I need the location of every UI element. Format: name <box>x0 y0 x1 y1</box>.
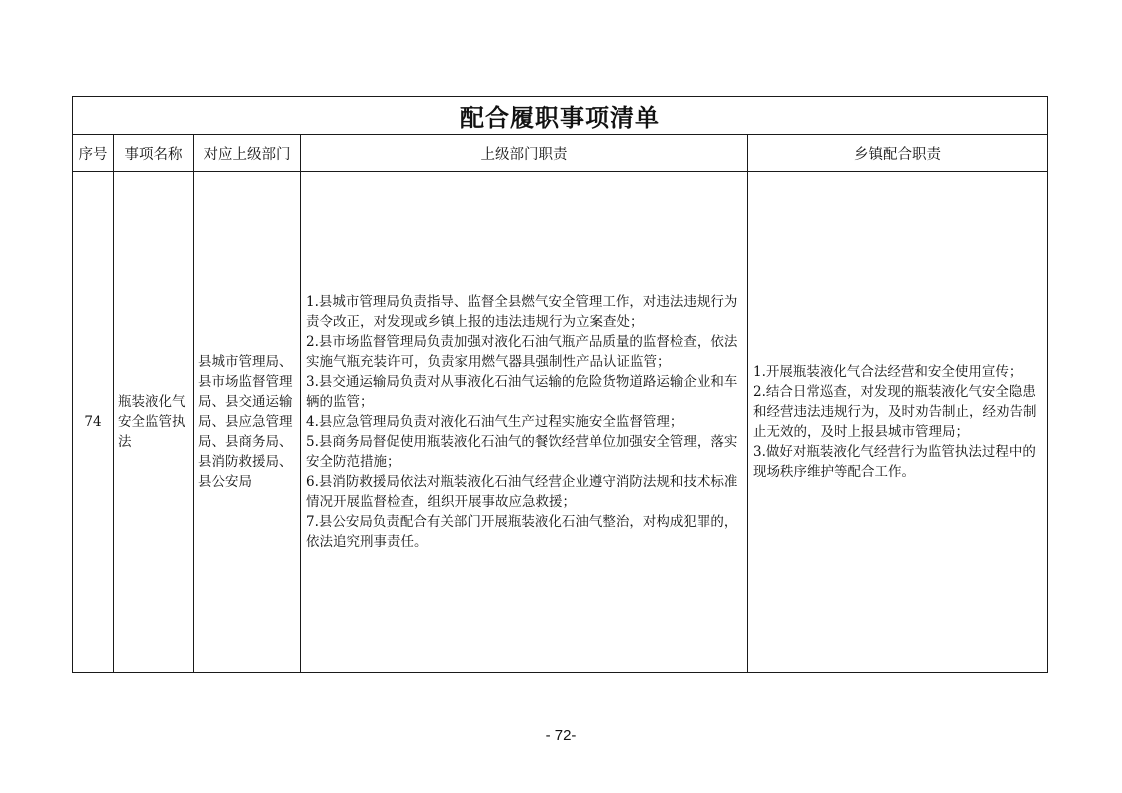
upper-duty-item: 4.县应急管理局负责对液化石油气生产过程实施安全监督管理； <box>306 414 684 430</box>
row-seq: 74 <box>73 172 114 673</box>
row-item-name: 瓶装液化气安全监管执法 <box>118 394 186 450</box>
upper-duty-item: 3.县交通运输局负责对从事液化石油气运输的危险货物道路运输企业和车辆的监管； <box>306 374 738 410</box>
header-seq: 序号 <box>73 135 114 172</box>
row-upper-duties-cell <box>301 172 748 673</box>
row-town-duties-cell <box>748 172 1048 673</box>
header-upper-duties: 上级部门职责 <box>301 135 748 172</box>
header-department: 对应上级部门 <box>194 135 301 172</box>
upper-duty-item: 2.县市场监督管理局负责加强对液化石油气瓶产品质量的监督检查，依法实施气瓶充装许可，负责家用燃气器具强制性产品认证监管； <box>306 334 738 370</box>
upper-duty-item: 5.县商务局督促使用瓶装液化石油气的餐饮经营单位加强安全管理，落实安全防范措施； <box>306 434 738 470</box>
table-row <box>73 172 1048 673</box>
header-town-duties: 乡镇配合职责 <box>748 135 1048 172</box>
town-duty-item: 1.开展瓶装液化气合法经营和安全使用宣传； <box>753 364 1023 380</box>
row-department-cell <box>194 172 301 673</box>
upper-duty-item: 7.县公安局负责配合有关部门开展瓶装液化石油气整治，对构成犯罪的，依法追究刑事责任。 <box>306 514 738 550</box>
row-item-name-cell <box>114 172 194 673</box>
town-duty-item: 3.做好对瓶装液化气经营行为监管执法过程中的现场秩序维护等配合工作。 <box>753 444 1036 480</box>
row-department: 县城市管理局、县市场监督管理局、县交通运输局、县应急管理局、县商务局、县消防救援局、县公安局 <box>198 354 293 490</box>
upper-duty-item: 1.县城市管理局负责指导、监督全县燃气安全管理工作，对违法违规行为责令改正，对发现或乡镇上报的违法违规行为立案查处； <box>306 294 738 330</box>
header-item-name: 事项名称 <box>114 135 194 172</box>
duty-list-table <box>72 96 1048 673</box>
table-title: 配合履职事项清单 <box>73 97 1048 135</box>
town-duty-item: 2.结合日常巡查，对发现的瓶装液化气安全隐患和经营违法违规行为，及时劝告制止，经劝告制止无效的，及时上报县城市管理局； <box>753 384 1037 440</box>
upper-duty-item: 6.县消防救援局依法对瓶装液化石油气经营企业遵守消防法规和技术标准情况开展监督检查，组织开展事故应急救援； <box>306 474 738 510</box>
page-number: - 72- <box>545 727 577 744</box>
